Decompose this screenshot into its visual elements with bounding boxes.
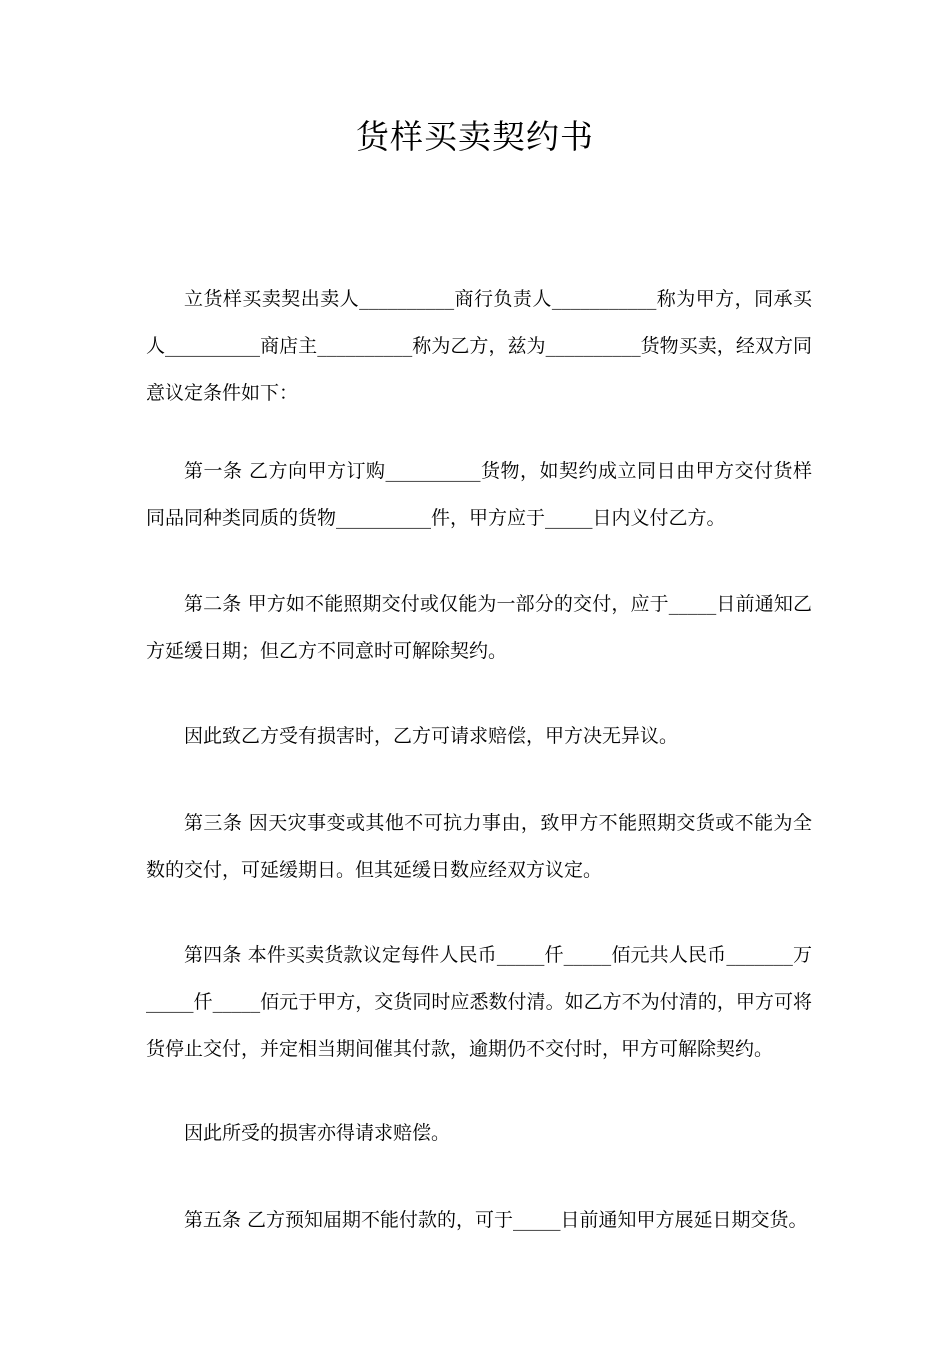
article-4-paragraph: 第四条 本件买卖货款议定每件人民币_____仟_____佰元共人民币_______万_____仟_____佰元于甲方，交货同时应悉数付清。如乙方不为付清的，甲方可将货停止交付，并定相当期间催其付款，逾期仍不交付时，甲方可解除契约。 <box>146 944 812 1060</box>
preamble-paragraph: 立货样买卖契出卖人__________商行负责人___________称为甲方，同承买人__________商店主__________称为乙方，兹为__________货物买卖，经双方同意议定条件如下： <box>146 288 812 404</box>
article-2-paragraph: 第二条 甲方如不能照期交付或仅能为一部分的交付，应于_____日前通知乙方延缓日期；但乙方不同意时可解除契约。 <box>146 593 812 662</box>
article-1-paragraph: 第一条 乙方向甲方订购__________货物，如契约成立同日由甲方交付货样同品同种类同质的货物__________件，甲方应于_____日内义付乙方。 <box>146 460 812 529</box>
document-title: 货样买卖契约书 <box>356 117 594 156</box>
article-4-damages-paragraph: 因此所受的损害亦得请求赔偿。 <box>184 1122 451 1144</box>
article-5-paragraph: 第五条 乙方预知届期不能付款的，可于_____日前通知甲方展延日期交货。 <box>184 1209 808 1231</box>
article-2-damages-paragraph: 因此致乙方受有损害时，乙方可请求赔偿，甲方决无异议。 <box>184 725 679 747</box>
article-3-paragraph: 第三条 因天灾事变或其他不可抗力事由，致甲方不能照期交货或不能为全数的交付，可延缓期日。但其延缓日数应经双方议定。 <box>146 812 812 881</box>
